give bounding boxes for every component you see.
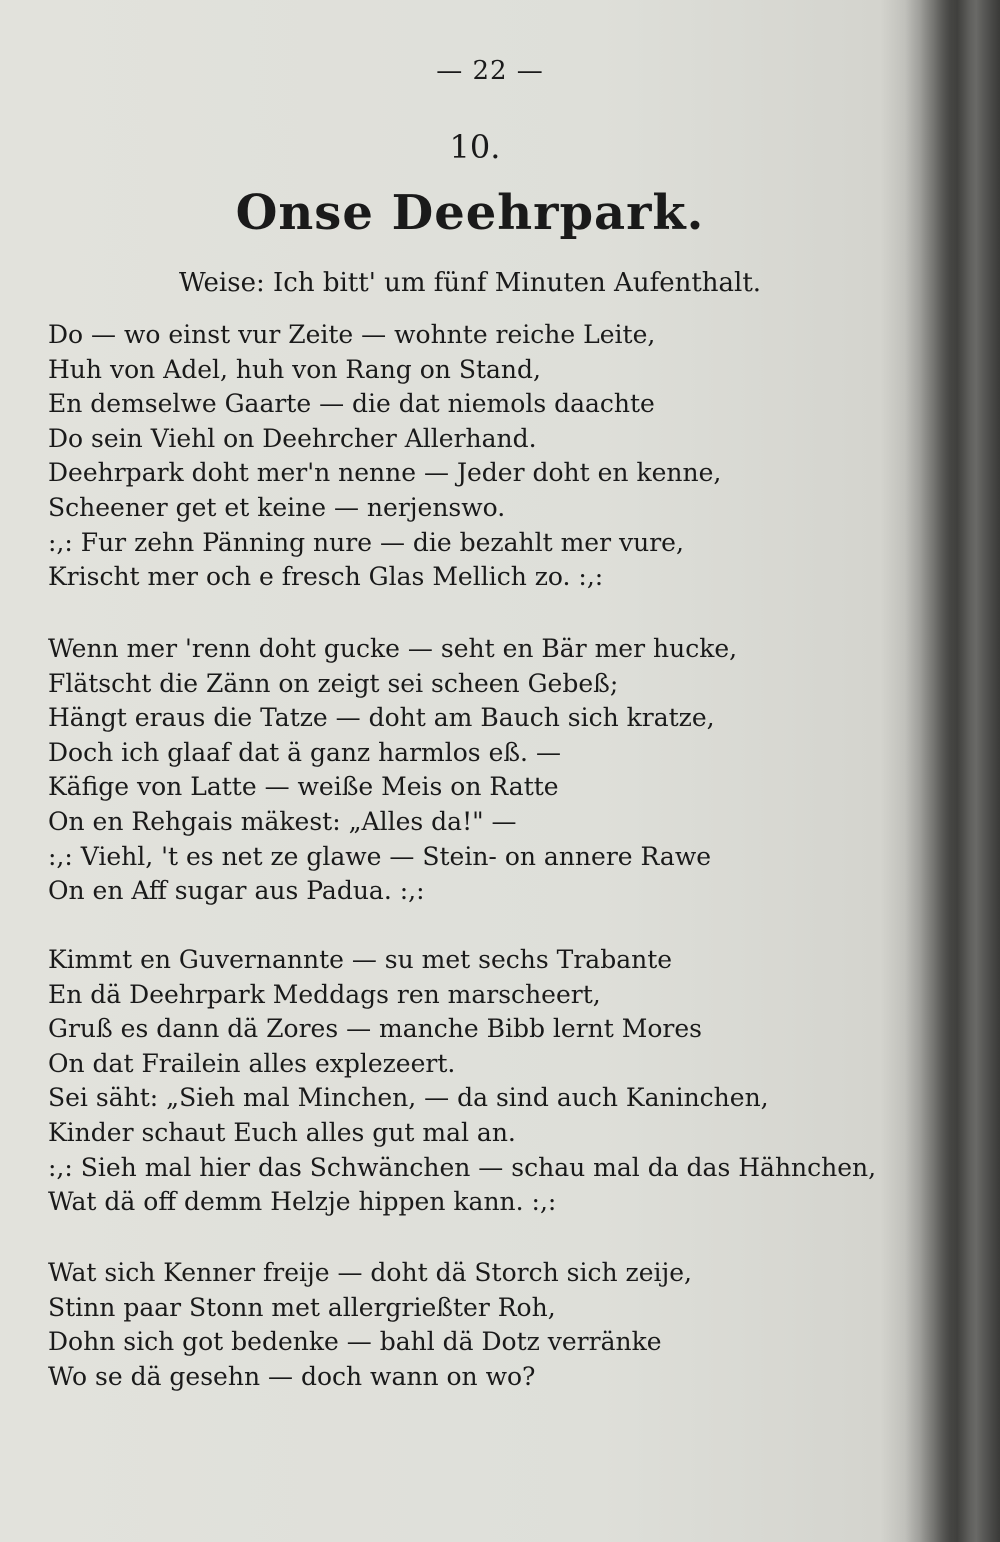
verse-line: Sei säht: „Sieh mal Minchen, — da sind auch Kaninchen, — [48, 1083, 769, 1113]
verse-line: Do sein Viehl on Deehrcher Allerhand. — [48, 423, 537, 453]
verse-line: Do — wo einst vur Zeite — wohnte reiche Leite, — [48, 320, 656, 349]
verse-line: On en Aff sugar aus Padua. :,: — [48, 876, 425, 906]
verse-line: :,: Sieh mal hier das Schwänchen — schau mal da das Hähnchen, — [48, 1152, 877, 1182]
stanza-1 — [48, 318, 928, 595]
poem-title: Onse Deehrpark. — [235, 185, 705, 241]
poem-number: 10. — [449, 128, 501, 166]
verse-line: En dä Deehrpark Meddags ren marscheert, — [48, 979, 601, 1009]
verse-line: Doch ich glaaf dat ä ganz harmlos eß. — — [48, 737, 561, 767]
verse-line: Wo se dä gesehn — doch wann on wo? — [48, 1361, 536, 1391]
verse-line: Dohn sich got bedenke — bahl dä Dotz verränke — [48, 1327, 662, 1357]
verse-line: Krischt mer och e fresch Glas Mellich zo. :,: — [48, 562, 604, 592]
verse-line: Wenn mer 'renn doht gucke — seht en Bär mer hucke, — [48, 634, 738, 663]
verse-line: Wat sich Kenner freije — doht dä Storch sich zeije, — [48, 1258, 692, 1287]
verse-line: Deehrpark doht mer'n nenne — Jeder doht en kenne, — [48, 458, 722, 488]
stanza-2 — [48, 632, 928, 909]
verse-line: Wat dä off demm Helzje hippen kann. :,: — [48, 1187, 557, 1217]
verse-line: Gruß es dann dä Zores — manche Bibb lernt Mores — [48, 1014, 702, 1044]
verse-line: On dat Frailein alles explezeert. — [48, 1048, 456, 1078]
verse-line: On en Rehgais mäkest: „Alles da!" — — [48, 806, 517, 836]
verse-line: Kimmt en Guvernannte — su met sechs Trabante — [48, 945, 673, 974]
verse-line: Huh von Adel, huh von Rang on Stand, — [48, 354, 541, 384]
page-number: — 22 — — [436, 56, 544, 86]
verse-line: Kinder schaut Euch alles gut mal an. — [48, 1117, 516, 1147]
verse-line: Stinn paar Stonn met allergrießter Roh, — [48, 1292, 556, 1322]
verse-line: En demselwe Gaarte — die dat niemols daachte — [48, 389, 655, 419]
verse-line: :,: Fur zehn Pänning nure — die bezahlt mer vure, — [48, 527, 684, 557]
verse-line: :,: Viehl, 't es net ze glawe — Stein- on annere Rawe — [48, 841, 712, 871]
stanza-4 — [48, 1256, 928, 1394]
stanza-3 — [48, 943, 928, 1220]
verse-line: Scheener get et keine — nerjenswo. — [48, 492, 506, 522]
verse-line: Flätscht die Zänn on zeigt sei scheen Gebeß; — [48, 668, 619, 698]
verse-line: Hängt eraus die Tatze — doht am Bauch sich kratze, — [48, 703, 715, 733]
verse-line: Käfige von Latte — weiße Meis on Ratte — [48, 772, 559, 802]
tune-line: Weise: Ich bitt' um fünf Minuten Aufenthalt. — [178, 268, 762, 298]
